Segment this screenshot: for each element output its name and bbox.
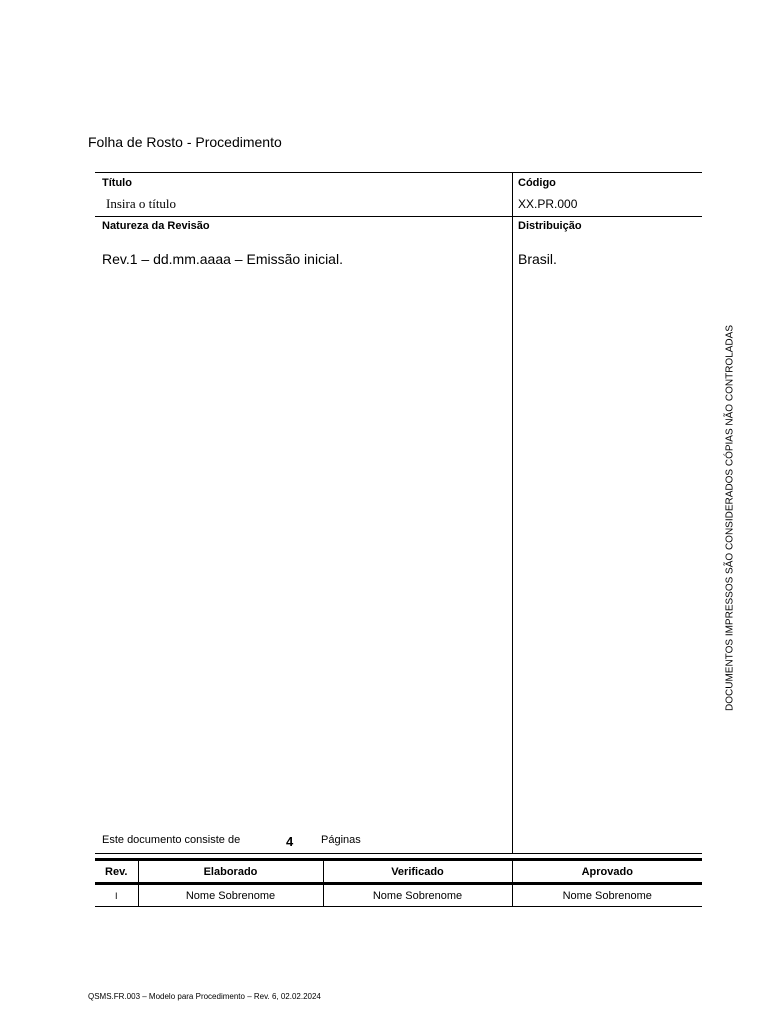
aprovado-cell[interactable]: Nome Sobrenome	[512, 884, 702, 907]
titulo-field[interactable]: Insira o título	[106, 196, 177, 211]
codigo-label: Código	[518, 177, 556, 189]
header-elaborado: Elaborado	[138, 860, 323, 884]
table-row	[95, 884, 702, 907]
distribuicao-label: Distribuição	[518, 220, 582, 232]
consists-prefix: Este documento consiste de	[102, 834, 241, 846]
document-footer: QSMS.FR.003 – Modelo para Procedimento – Rev. 6, 02.02.2024	[88, 992, 321, 1001]
signatures-table	[95, 858, 702, 907]
header-verificado: Verificado	[323, 860, 512, 884]
codigo-field[interactable]: XX.PR.000	[518, 197, 578, 211]
consists-suffix: Páginas	[321, 834, 361, 846]
natureza-field[interactable]: Rev.1 – dd.mm.aaaa – Emissão inicial.	[102, 251, 343, 267]
verificado-cell[interactable]: Nome Sobrenome	[323, 884, 512, 907]
signatures-header-row	[95, 860, 702, 884]
form-column-divider	[512, 172, 513, 853]
header-rev: Rev.	[95, 860, 138, 884]
page-count-field[interactable]: 4	[286, 834, 294, 849]
form-bottom-border	[95, 853, 702, 854]
uncontrolled-copy-notice: DOCUMENTOS IMPRESSOS SÃO CONSIDERADOS CÓPIAS NÃO CONTROLADAS	[724, 325, 736, 711]
titulo-label: Título	[102, 177, 132, 189]
elaborado-cell[interactable]: Nome Sobrenome	[138, 884, 323, 907]
form-divider-row1	[95, 216, 702, 217]
distribuicao-field[interactable]: Brasil.	[518, 251, 557, 267]
natureza-label: Natureza da Revisão	[102, 220, 210, 232]
header-aprovado: Aprovado	[512, 860, 702, 884]
page-title: Folha de Rosto - Procedimento	[88, 134, 282, 150]
rev-cell[interactable]: I	[95, 884, 138, 907]
form-top-border	[95, 172, 702, 173]
